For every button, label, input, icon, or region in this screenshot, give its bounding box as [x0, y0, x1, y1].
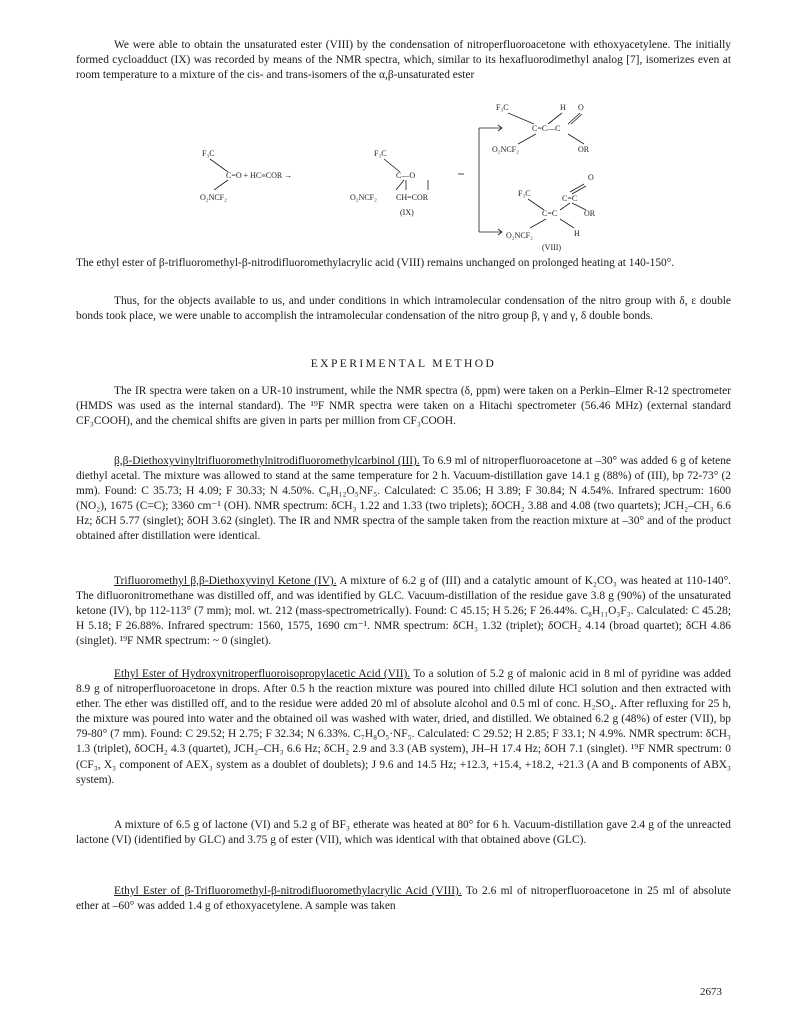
reactant-cf3: F₃C — [202, 149, 215, 158]
bond — [396, 180, 404, 190]
paragraph-conclusion: Thus, for the objects available to us, and under conditions in which intramolecular condensation of the nitro group with δ, ε double bonds took place, we were unable to accomplish the intramolecular condensation of the nitro group β, γ and γ, δ double bonds. — [76, 295, 731, 323]
isomer1-o: O — [578, 103, 584, 112]
compound-vii-paragraph — [76, 667, 731, 788]
reaction-equation: C=O + HC≡COR → — [226, 171, 293, 180]
compound-vii-heading: Ethyl Ester of Hydroxynitroperfluoroisopropylacetic Acid (VII). — [114, 668, 411, 680]
isomer1-h: H — [560, 103, 566, 112]
intro-paragraph: We were able to obtain the unsaturated ester (VIII) by the condensation of nitroperfluoroacetone with ethoxyacetylene. The initially formed cycloadduct (IX) was recorded by means of the NMR spectra, which, similar to its hexafluorodimethyl analog [7], isomerizes even at room temperature to a mixture of the cis- and trans-isomers of the α,β-unsaturated ester — [76, 39, 731, 82]
adduct-o2ncf2: O₂NCF₂ — [350, 193, 377, 202]
compound-iv-heading: Trifluoromethyl β,β-Diethoxyvinyl Ketone (IV). — [114, 575, 337, 587]
reaction-scheme — [196, 100, 736, 252]
isomer1-or: OR — [578, 145, 590, 154]
bond — [571, 114, 582, 124]
bond — [568, 134, 584, 144]
isomer2-c: C=C — [562, 194, 578, 203]
method-paragraph: The IR spectra were taken on a UR-10 instrument, while the NMR spectra (δ, ppm) were taken on a Perkin–Elmer R-12 spectrometer (HMDS was used as the internal standard). The ¹⁹F NMR spectra were taken on a Hitachi spectrometer (56.46 MHz) (external standard CF₃COOH), and the chemical shifts are given in parts per million from CF₃COOH. — [76, 385, 731, 428]
isomer2-o2ncf2: O₂NCF₂ — [506, 231, 533, 240]
isomer1-o2ncf2: O₂NCF₂ — [492, 145, 519, 154]
compound-viii-paragraph — [76, 884, 731, 914]
bond — [560, 219, 574, 228]
isomer2-h: H — [574, 229, 580, 238]
compound-iii-heading: β,β-Diethoxyvinyltrifluoromethylnitrodifluoromethylcarbinol (III). — [114, 455, 420, 467]
isomer1-cf3: F₃C — [496, 103, 509, 112]
bond — [530, 219, 546, 228]
bond — [568, 113, 580, 124]
compound-viii-heading: Ethyl Ester of β-Trifluoromethyl-β-nitrodifluoromethylacrylic Acid (VIII). — [114, 885, 462, 897]
section-heading: EXPERIMENTAL METHOD — [310, 357, 497, 370]
bond — [560, 203, 570, 210]
reactant-o2ncf2: O₂NCF₂ — [200, 193, 227, 202]
paragraph-viii-stability: The ethyl ester of β-trifluoromethyl-β-nitrodifluoromethylacrylic acid (VIII) remains unchanged on prolonged heating at 140-150°. — [76, 257, 675, 269]
adduct-cf3: F₃C — [374, 149, 387, 158]
bond — [214, 180, 228, 190]
label-viii: (VIII) — [542, 243, 562, 252]
compound-iv-body: A mixture of 6.2 g of (III) and a catalytic amount of K₂CO₃ was heated at 110-140°. The difluoronitromethane was distilled off, and was identified by GLC. Vacuum-distillation of the residue gave 3.8 g (90%) of the unsaturated ketone (IV), bp 112-113° (7 mm); mol. wt. 212 (mass-spectrometrically). Found: C 45.15; H 5.26; F 26.44%. C₈H₁₁O₃F₃. Calculated: C 45.28; H 5.18; F 26.88%. Infrared spectrum: 1560, 1575, 1690 cm⁻¹. NMR spectrum: δCH₃ 1.32 (triplet); δOCH₂ 4.14 (broad quartet); δCH 4.86 (singlet). ¹⁹F NMR spectrum: ~ 0 (singlet). — [76, 575, 732, 648]
compound-iii-body: To 6.9 ml of nitroperfluoroacetone at –30° was added 6 g of ketene diethyl acetal. The mixture was allowed to stand at the same temperature for 2 h. Vacuum-distillation gave 14.1 g (88%) of (III), bp 72-73° (2 mm). Found: C 35.73; H 4.09; F 30.33; N 4.50%. C₈H₁₂O₅NF₅. Calculated: C 35.06; H 3.89; F 30.84; N 4.54%. Infrared spectrum: 1600 (NO₂), 1675 (C=C); 3360 cm⁻¹ (OH). NMR spectrum: δCH₃ 1.22 and 1.33 (two triplets); δOCH₂ 3.88 and 4.08 (two quartets); JCH₂–CH₃ 6.6 Hz; δCH 5.77 (singlet); δOH 3.62 (singlet). The IR and NMR spectra of the sample taken from the reaction mixture at –30° and of the product obtained after distillation were identical. — [76, 455, 731, 543]
compound-vii-body: To a solution of 5.2 g of malonic acid in 8 ml of pyridine was added 8.9 g of nitroperfluoroacetone in drops. After 0.5 h the reaction mixture was poured into chilled dilute HCl solution and then extracted with ether. The ether was distilled off, and to the residue were added 20 ml of absolute alcohol and 0.5 ml of conc. H₂SO₄. After refluxing for 25 h, the mixture was poured into water and the obtained oil was washed with water, dried, and distilled. We obtained 6.2 g (48%) of ester (VII), bp 79-80° (7 mm). Found: C 29.52; H 2.75; F 32.34; N 6.33%. C₇H₈O₅·NF₅. Calculated: C 29.52; H 2.85; F 33.1; N 4.9%. NMR spectrum: δCH₃ 1.3 (triplet), δOCH₂ 4.3 (quartet), JCH₂–CH₃ 6.6 Hz; δCH₂ 2.9 and 3.3 (AB system), JH–H 17.4 Hz; δOH 7.1 (singlet). ¹⁹F NMR spectrum: 0 (CF₃, X₃ component of AEX₃ system as a doublet of doublets); J 9.6 and 14.5 Hz; +12.3, +15.4, +18.2, +21.3 (A and B components of ABX₃ system). — [76, 668, 731, 786]
bond — [508, 113, 534, 124]
compound-viii-body: To 2.6 ml of nitroperfluoroacetone in 25 ml of absolute ether at –60° was added 1.4 g of ethoxyacetylene. A sample was taken — [76, 885, 731, 913]
adduct-c-o: C—O — [396, 171, 416, 180]
isomer2-or: OR — [584, 209, 596, 218]
isomer2-o: O — [588, 173, 594, 182]
adduct-ch-cor: CH=COR — [396, 193, 429, 202]
compound-iii-paragraph — [76, 454, 731, 545]
isomer2-cf3: F₃C — [518, 189, 531, 198]
bond — [518, 134, 536, 144]
isomer2-cc: C=C — [542, 209, 558, 218]
compound-iv-paragraph — [76, 574, 731, 649]
page-number: 2673 — [700, 986, 722, 998]
label-ix: (IX) — [400, 208, 414, 217]
isomer1-chain: C=C—C — [532, 124, 561, 133]
lactone-paragraph: A mixture of 6.5 g of lactone (VI) and 5.2 g of BF₃ etherate was heated at 80° for 6 h. Vacuum-distillation gave 2.4 g of the unreacted lactone (VI) (identified by GLC) and 3.75 g of ester (VII), which was identical with that obtained above (GLC). — [76, 819, 731, 847]
bond — [548, 113, 562, 124]
